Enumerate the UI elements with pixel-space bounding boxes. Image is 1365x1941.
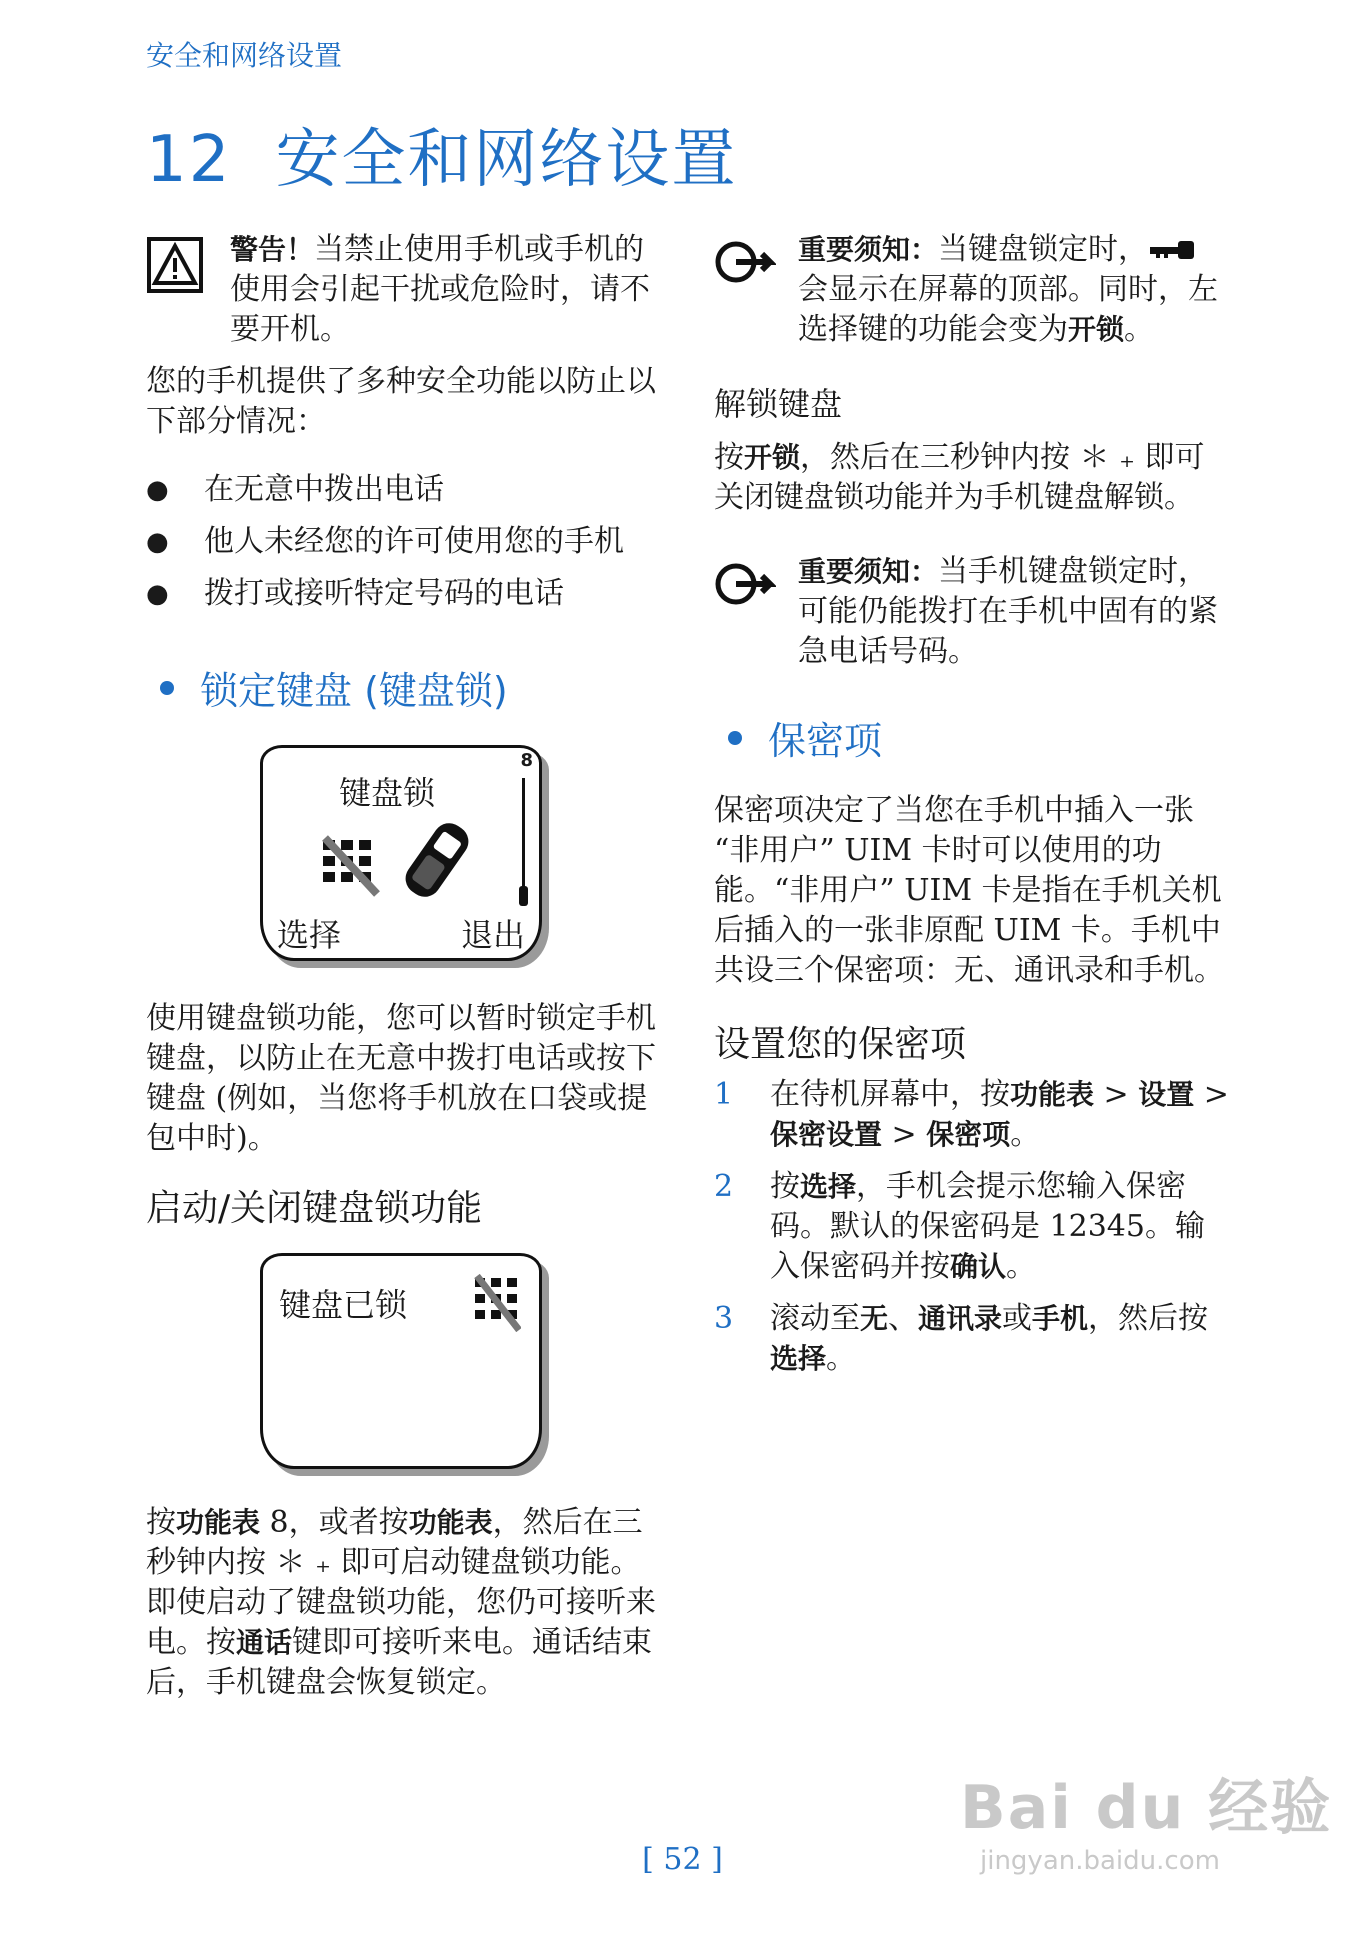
list-item: 2 按选择，手机会提示您输入保密码。默认的保密码是 12345。输入保密码并按确认。 [714, 1169, 1205, 1284]
screen-title: 键盘锁 [339, 774, 436, 812]
running-head: 安全和网络设置 [146, 39, 343, 72]
scroll-bar [522, 778, 525, 896]
keypad-lock-icon [319, 834, 383, 902]
scroll-thumb [519, 886, 528, 906]
note-text: 重要须知：当手机键盘锁定时，可能仍能拨打在手机中固有的紧急电话号码。 [798, 554, 1218, 669]
warning-body: 当禁止使用手机或手机的使用会引起干扰或危险时，请不要开机。 [230, 232, 650, 347]
warning-label: 警告！ [230, 233, 315, 266]
unlock-paragraph: 按开锁，然后在三秒钟内按 ＊ ₊ 即可关闭键盘锁功能并为手机键盘解锁。 [714, 440, 1205, 515]
pointer-hand-icon [714, 230, 776, 350]
chapter-title [146, 108, 737, 200]
subheading-toggle-keyguard: 启动/关闭键盘锁功能 [146, 1188, 483, 1229]
keyguard-paragraph: 使用键盘锁功能，您可以暂时锁定手机键盘，以防止在无意中拨打电话或按下键盘 (例如，当您将手机放在口袋或提包中时)。 [146, 1001, 656, 1156]
section-title: 锁定键盘 (键盘锁) [200, 669, 508, 713]
important-note-2 [714, 552, 1234, 672]
chapter-number: 12 [146, 123, 232, 197]
activate-paragraph: 按功能表 8，或者按功能表，然后在三秒钟内按 ＊ ₊ 即可启动键盘锁功能。即使启动了键盘锁功能，您仍可接听来电。按通话键即可接听来电。通话结束后，手机键盘会恢复锁定。 [146, 1505, 656, 1700]
keypad-lock-icon [473, 1274, 521, 1336]
intro-paragraph: 您的手机提供了多种安全功能以防止以下部分情况： [146, 364, 656, 439]
warning-note [146, 230, 666, 350]
list-item: ● 他人未经您的许可使用您的手机 [146, 524, 624, 559]
warning-text [230, 230, 666, 350]
locked-message: 键盘已锁 [279, 1286, 408, 1324]
subheading-set-security: 设置您的保密项 [714, 1024, 967, 1065]
list-item: 1 在待机屏幕中，按功能表 > 设置 > 保密设置 > 保密项。 [714, 1077, 1229, 1152]
watermark-brand: Bai du 经验 [960, 1773, 1333, 1843]
section-title: 保密项 [768, 719, 883, 763]
security-paragraph: 保密项决定了当您在手机中插入一张 “非用户” UIM 卡时可以使用的功能。“非用户” UIM 卡是指在手机关机后插入的一张非原配 UIM 卡。手机中共设三个保密项：无、通讯录和手机。 [714, 793, 1224, 988]
section-heading-security [714, 710, 1234, 765]
list-item: ● 拨打或接听特定号码的电话 [146, 576, 564, 611]
important-note-1 [714, 230, 1234, 350]
bullet-icon [728, 731, 742, 745]
left-softkey: 选择 [277, 916, 342, 954]
phone-screen-keyguard-menu [260, 745, 542, 961]
warning-icon [146, 230, 208, 350]
section-heading-keyguard [146, 660, 666, 715]
menu-index: 8 [520, 750, 533, 771]
right-softkey: 退出 [460, 916, 525, 954]
list-item: 3 滚动至无、通讯录或手机，然后按选择。 [714, 1301, 1209, 1376]
pointer-hand-icon [714, 552, 776, 672]
list-item: ● 在无意中拨出电话 [146, 472, 444, 507]
left-column [146, 230, 666, 1703]
key-icon [1148, 232, 1196, 267]
subheading-unlock: 解锁键盘 [714, 385, 843, 423]
chapter-name: 安全和网络设置 [275, 123, 738, 197]
note-text: 重要须知：当键盘锁定时， 会显示在屏幕的顶部。同时，左选择键的功能会变为开锁。 [798, 232, 1218, 347]
feature-list [146, 464, 666, 620]
steps-list [714, 1075, 1234, 1379]
page-number: [ 52 ] [642, 1842, 723, 1877]
phone-icon [395, 816, 479, 908]
phone-screen-keys-locked [260, 1253, 542, 1469]
bullet-icon [160, 681, 174, 695]
watermark-url: jingyan.baidu.com [980, 1846, 1220, 1876]
right-column [714, 230, 1234, 1391]
